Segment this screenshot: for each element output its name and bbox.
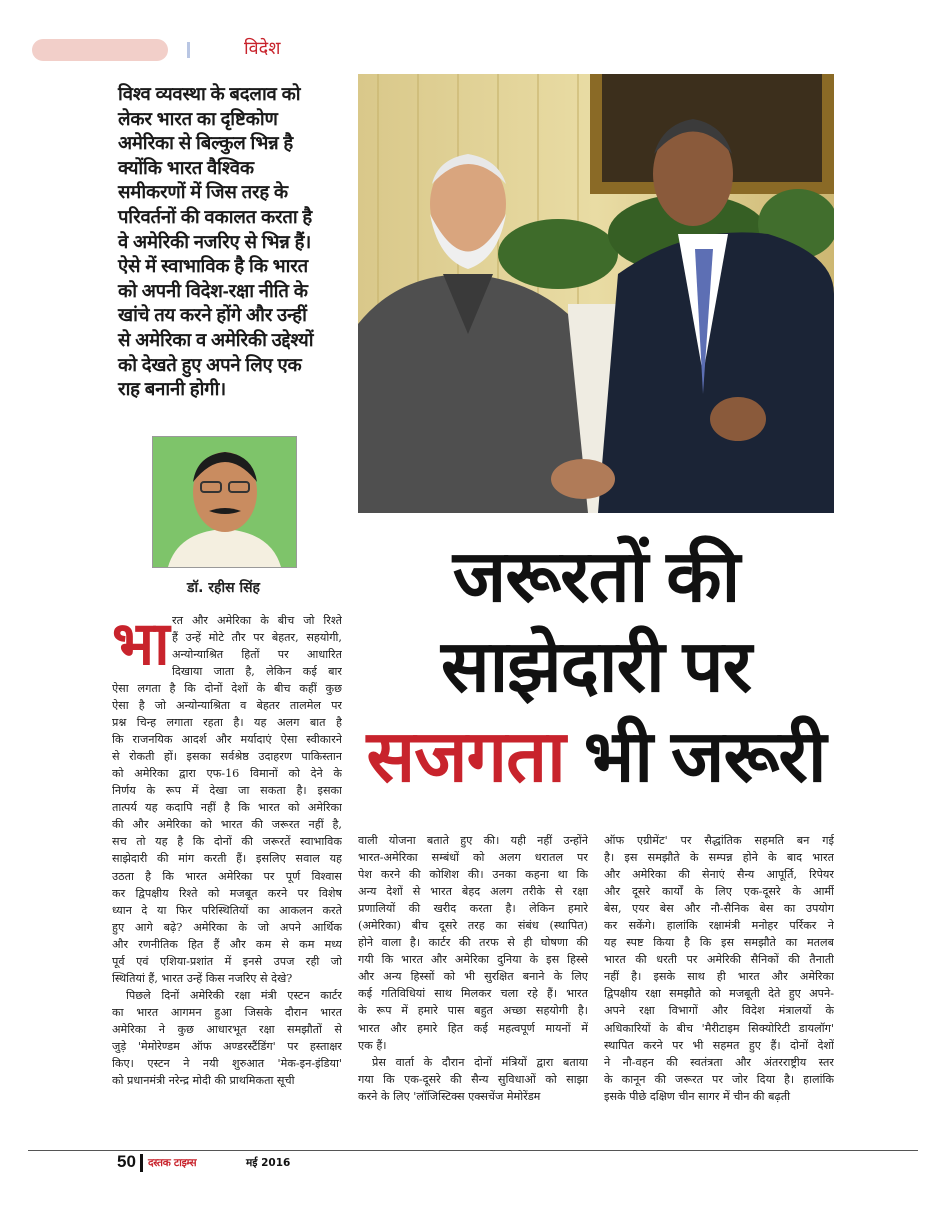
headline-line-3-rest: भी जरूरी	[564, 717, 826, 797]
author-portrait-illustration	[153, 437, 296, 567]
headline-line-3	[358, 712, 834, 802]
article-line: द्विपक्षीय रक्षा समझौते को मजबूती देते हुए अपने-	[604, 987, 834, 1001]
article-line: नहीं है। इसके साथ ही भारत और अमेरिका	[604, 970, 834, 984]
article-line: ऑफ एग्रीमेंट' पर सैद्धांतिक सहमति बन गई	[604, 834, 834, 847]
article-line: और अमेरिका की सेनाएं सैन्य आपूर्ति, रिपेयर	[604, 868, 834, 882]
pullquote-line: को देखते हुए अपने लिए एक	[118, 353, 302, 375]
article-column-1	[112, 680, 342, 1089]
article-line: ध्यान दे या फिर परिस्थितियों का आकलन करते	[112, 903, 342, 917]
pullquote-line: ऐसे में स्वाभाविक है कि भारत	[118, 255, 308, 277]
author-name: डॉ. रहीस सिंह	[187, 580, 260, 596]
article-line: के कानून की जरूरत पर जोर दिया है। हालांकि	[604, 1072, 834, 1086]
pullquote-line: विश्व व्यवस्था के बदलाव को	[118, 83, 301, 104]
article-line: किए। एस्टन ने नयी शुरुआत 'मेक-इन-इंडिया'	[112, 1057, 342, 1071]
article-line: भारत की धरती पर अमेरिकी सैनिकों की तैनाती	[604, 953, 834, 967]
article-line: ऐसा है जो अन्योन्याश्रिता व बेहतर तालमेल पर	[112, 699, 342, 713]
article-line: प्रश्न चिन्ह लगाता रहता है। यह अलग बात है	[112, 716, 342, 730]
pullquote-line: राह बनानी होगी।	[118, 378, 226, 400]
issue-date: मई 2016	[246, 1157, 291, 1169]
article-line: उठता है कि भारत अमेरिका पर पूर्ण विश्वास	[112, 869, 342, 883]
headline	[358, 532, 834, 802]
handshake-photo-illustration	[358, 74, 834, 513]
pullquote-line: को अपनी विदेश-रक्षा नीति के	[118, 279, 308, 301]
article-line: के रूप में हमारे पास बहुत अच्छा सहयोगी है।	[358, 1004, 588, 1018]
headline-line-1: जरूरतों की	[452, 537, 740, 617]
article-line: कई गतिविधियां साथ मिलकर चला रहे हैं। भारत	[358, 987, 588, 1001]
pullquote-line: परिवर्तनों की वकालत करता है	[118, 205, 313, 227]
pullquote-line: क्योंकि भारत वैश्विक	[118, 156, 254, 178]
article-line: पिछले दिनों अमेरिकी रक्षा मंत्री एस्टन कार्टर	[126, 988, 342, 1002]
article-line: ने नौ-वहन की स्वतंत्रता और अंतरराष्ट्रीय स्तर	[604, 1055, 834, 1069]
article-line: और अन्य हिस्सों को भी सुरक्षित बनाने के लिए	[358, 970, 588, 984]
article-line: का भारत आगमन हुआ जिसके दौरान भारत	[112, 1005, 342, 1019]
article-line: रत और अमेरिका के बीच जो रिश्ते	[172, 614, 342, 627]
headline-accent: सजगता	[366, 717, 565, 797]
article-line: गयी कि भारत और अमेरिका दुनिया के इस हिस्से	[358, 953, 588, 967]
article-line: और दूसरे कार्यों के लिए एक-दूसरे के आर्मी	[604, 885, 834, 899]
article-line: अपने रक्षा विभागों और विदेश मंत्रालयों के	[604, 1004, 834, 1018]
footer-rule	[28, 1150, 918, 1151]
article-line: स्थापित करने पर भी सहमत हुए हैं। दोनों देशों	[604, 1038, 834, 1052]
article-line: जुड़े 'मेमोरेण्डम ऑफ अण्डरस्टैंडिंग' पर हस्ताक्षर	[112, 1039, 342, 1053]
article-line: निर्णय के रूप में देखा जा सकता है। इसका	[112, 784, 342, 798]
header-divider	[187, 42, 190, 58]
article-line: से रोकती हों। इसका सर्वश्रेष्ठ उदाहरण पाकिस्तान	[112, 750, 342, 764]
article-line: को प्रधानमंत्री नरेन्द्र मोदी की प्राथमिकता सूची	[112, 1074, 295, 1088]
headline-line-2: साझेदारी पर	[440, 627, 752, 707]
pullquote-line: से अमेरिका व अमेरिकी उद्देश्यों	[118, 328, 314, 350]
article-column-3	[604, 832, 834, 1105]
main-photo	[358, 74, 834, 513]
article-column-1-top	[172, 612, 342, 680]
article-line: बेस, एयर बेस और नौ-सैनिक बेस का उपयोग	[604, 902, 834, 916]
article-line: तात्पर्य यह कदापि नहीं है कि भारत को अमेरिका	[112, 801, 342, 815]
drop-cap: भा	[112, 611, 170, 677]
article-line: स्थितियां हैं, भारत उन्हें किस नजरिए से देखे?	[112, 971, 293, 985]
article-line: अन्योन्याश्रित हितों पर आधारित	[172, 648, 342, 662]
article-column-2	[358, 832, 588, 1105]
pullquote-line: अमेरिका से बिल्कुल भिन्न है	[118, 132, 294, 154]
article-line: दिखाया जाता है, लेकिन कई बार	[172, 665, 342, 679]
article-line: करने के लिए 'लॉजिस्टिक्स एक्सचेंज मेमोरेंडम	[358, 1089, 541, 1103]
article-line: सच तो यह है कि दोनों की जरूरतें स्वाभाविक	[112, 835, 342, 849]
article-line: कर सकेंगे। हालांकि रक्षामंत्री मनोहर पर्रिकर ने	[604, 919, 834, 933]
article-line: भारत-अमेरिका सम्बंधों को अलग धरातल पर	[358, 851, 588, 865]
article-line: गया कि एक-दूसरे की सैन्य सुविधाओं को साझा	[358, 1072, 588, 1086]
article-line: साझेदारी की मांग करती हैं। इसलिए सवाल यह	[112, 852, 342, 866]
article-line: (अमेरिका) बीच दूसरे तरह का संबंध (स्थापित)	[358, 919, 588, 933]
article-line: और रणनीतिक हित हैं और कम से कम मध्य	[112, 937, 342, 951]
article-line: की और अमेरिका को भारत की जरूरत नहीं है,	[112, 818, 342, 832]
article-line: है। इस समझौते के सम्पन्न होने के बाद भारत	[604, 851, 834, 865]
pullquote-line: समीकरणों में जिस तरह के	[118, 181, 288, 203]
article-line: होने वाला है। कार्टर की तरफ से ही घोषणा की	[358, 936, 588, 950]
article-line: अन्य देशों से भारत बेहद अलग तरीके से रक्षा	[358, 885, 588, 899]
pullquote	[118, 82, 340, 402]
article-line: पूर्व एवं एशिया-प्रशांत में इनसे उपज रही जो	[112, 954, 342, 968]
page-number: 50	[117, 1152, 136, 1171]
header-decor-pill	[32, 39, 168, 61]
pullquote-line: लेकर भारत का दृष्टिकोण	[118, 107, 278, 129]
author-photo	[152, 436, 297, 568]
article-line: कर द्विपक्षीय रिश्ते को मजबूत करने पर विशेष	[112, 886, 342, 900]
article-line: हैं उन्हें मोटे तौर पर बेहतर, सहयोगी,	[172, 631, 342, 645]
article-line: अमेरिका ने कुछ आधारभूत रक्षा समझौतों से	[112, 1022, 342, 1036]
article-line: हुए आगे बढ़े? अमेरिका के जो अपने आर्थिक	[112, 920, 342, 934]
section-label: विदेश	[244, 38, 281, 59]
article-line: ऐसा लगता है कि दोनों देशों के बीच कहीं कुछ	[112, 682, 342, 695]
article-line: अधिकारियों के बीच 'मैरीटाइम सिक्योरिटी डायलॉग'	[604, 1021, 834, 1035]
article-line: पेश करने की कोशिश की। उनका कहना था कि	[358, 868, 588, 882]
article-line: प्रेस वार्ता के दौरान दोनों मंत्रियों द्वारा बताया	[372, 1055, 588, 1069]
article-line: इसके पीछे दक्षिण चीन सागर में चीन की बढ़ती	[604, 1089, 791, 1103]
article-line: यह स्पष्ट किया है कि इस समझौते का मतलब	[604, 936, 834, 950]
pullquote-line: वे अमेरिकी नजरिए से भिन्न हैं।	[118, 230, 312, 252]
article-line: प्रणालियों की खरीद करता है। लेकिन हमारे	[358, 902, 588, 916]
article-line: एक हैं।	[358, 1038, 387, 1052]
footer-divider	[140, 1154, 143, 1172]
article-line: वाली योजना बताते हुए की। यही नहीं उन्होंने	[358, 834, 588, 847]
article-line: भारत और हमारे हित कई महत्वपूर्ण मायनों में	[358, 1021, 588, 1035]
magazine-logo: दस्तक टाइम्स	[148, 1157, 197, 1169]
pullquote-line: खांचे तय करने होंगे और उन्हीं	[118, 304, 307, 326]
article-line: कि राजनयिक आदर्श और मर्यादाएं ऐसा स्वीकारने	[112, 733, 342, 747]
article-line: को अमेरिका द्वारा एफ-16 विमानों को देने के	[112, 767, 342, 781]
